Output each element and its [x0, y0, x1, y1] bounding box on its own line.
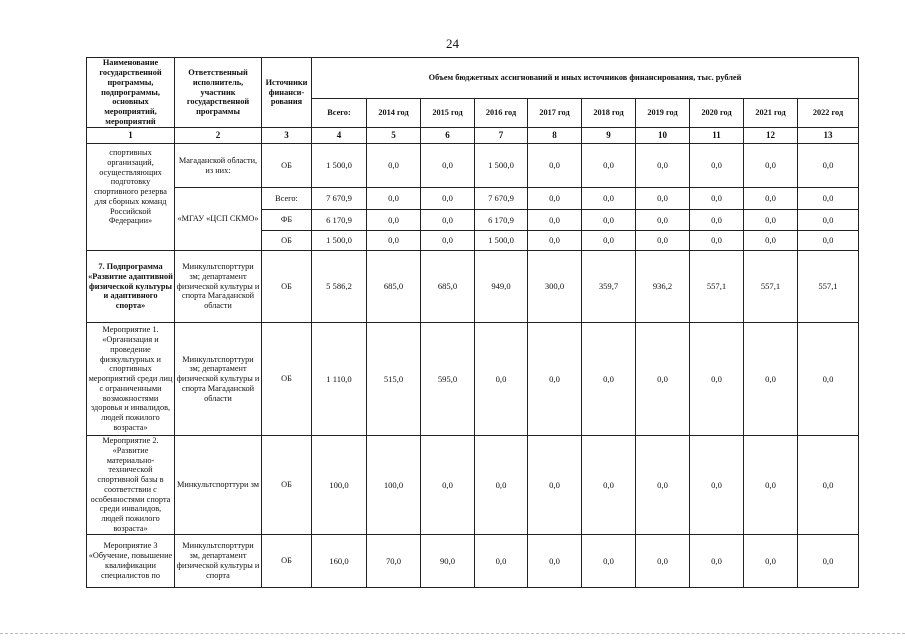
value-cell: 936,2 — [636, 251, 690, 323]
value-cell: 90,0 — [421, 534, 475, 587]
header-year: 2018 год — [582, 99, 636, 128]
value-cell: 300,0 — [528, 251, 582, 323]
value-cell: 100,0 — [312, 436, 367, 535]
value-cell: 557,1 — [690, 251, 744, 323]
row-exec: «МГАУ «ЦСП СКМО» — [175, 188, 262, 251]
value-cell: 0,0 — [690, 436, 744, 535]
value-cell: 0,0 — [421, 144, 475, 188]
value-cell: 0,0 — [798, 534, 859, 587]
row-source: ОБ — [262, 144, 312, 188]
header-name-col: Наименование государственной программы, подпрограммы, основных мероприятий, мероприятий — [87, 58, 175, 128]
value-cell: 5 586,2 — [312, 251, 367, 323]
value-cell: 0,0 — [744, 188, 798, 210]
value-cell: 0,0 — [582, 188, 636, 210]
value-cell: 0,0 — [367, 210, 421, 231]
value-cell: 0,0 — [636, 323, 690, 436]
row-name: спортивных организаций, осуществляющих подготовку спортивного резерва для сборных команд Российской Федерации» — [87, 144, 175, 251]
header-year: 2019 год — [636, 99, 690, 128]
value-cell: 0,0 — [582, 534, 636, 587]
value-cell: 160,0 — [312, 534, 367, 587]
header-year: 2022 год — [798, 99, 859, 128]
value-cell: 359,7 — [582, 251, 636, 323]
value-cell: 0,0 — [798, 231, 859, 251]
value-cell: 0,0 — [582, 323, 636, 436]
row-source: ОБ — [262, 534, 312, 587]
value-cell: 0,0 — [798, 436, 859, 535]
value-cell: 0,0 — [528, 436, 582, 535]
column-number: 11 — [690, 128, 744, 144]
value-cell: 0,0 — [528, 210, 582, 231]
header-year: 2020 год — [690, 99, 744, 128]
value-cell: 0,0 — [475, 323, 528, 436]
column-number: 5 — [367, 128, 421, 144]
value-cell: 7 670,9 — [312, 188, 367, 210]
value-cell: 595,0 — [421, 323, 475, 436]
value-cell: 0,0 — [690, 144, 744, 188]
value-cell: 0,0 — [798, 210, 859, 231]
value-cell: 7 670,9 — [475, 188, 528, 210]
table-row — [87, 323, 859, 436]
row-source: ФБ — [262, 210, 312, 231]
value-cell: 1 110,0 — [312, 323, 367, 436]
row-source: ОБ — [262, 251, 312, 323]
column-number: 3 — [262, 128, 312, 144]
column-number: 6 — [421, 128, 475, 144]
value-cell: 0,0 — [421, 188, 475, 210]
value-cell: 515,0 — [367, 323, 421, 436]
header-volume-title: Объем бюджетных ассигнований и иных источников финансирования, тыс. рублей — [312, 58, 859, 99]
header-exec-col: Ответственный исполнитель, участник государственной программы — [175, 58, 262, 128]
value-cell: 0,0 — [744, 436, 798, 535]
value-cell: 0,0 — [421, 436, 475, 535]
value-cell: 6 170,9 — [475, 210, 528, 231]
column-number: 12 — [744, 128, 798, 144]
value-cell: 0,0 — [636, 231, 690, 251]
value-cell: 0,0 — [582, 210, 636, 231]
page-edge-rule — [0, 633, 905, 634]
value-cell: 0,0 — [690, 188, 744, 210]
column-number: 2 — [175, 128, 262, 144]
value-cell: 0,0 — [582, 231, 636, 251]
value-cell: 0,0 — [744, 231, 798, 251]
header-year: 2014 год — [367, 99, 421, 128]
value-cell: 0,0 — [528, 534, 582, 587]
value-cell: 0,0 — [582, 144, 636, 188]
row-name: 7. Подпрограмма «Развитие адаптивной физической культуры и адаптивного спорта» — [87, 251, 175, 323]
column-number: 1 — [87, 128, 175, 144]
header-year: 2016 год — [475, 99, 528, 128]
page-number: 24 — [446, 36, 459, 51]
value-cell: 0,0 — [636, 436, 690, 535]
value-cell: 0,0 — [744, 210, 798, 231]
value-cell: 6 170,9 — [312, 210, 367, 231]
row-source: ОБ — [262, 436, 312, 535]
header-total: Всего: — [312, 99, 367, 128]
value-cell: 1 500,0 — [312, 231, 367, 251]
value-cell: 557,1 — [744, 251, 798, 323]
value-cell: 0,0 — [475, 534, 528, 587]
budget-table — [86, 57, 859, 588]
table-row — [87, 144, 859, 188]
row-exec: Минкультспорттури зм, департамент физической культуры и спорта — [175, 534, 262, 587]
value-cell: 1 500,0 — [312, 144, 367, 188]
row-exec: Магаданской области, из них: — [175, 144, 262, 188]
value-cell: 0,0 — [744, 144, 798, 188]
row-name: Мероприятие 2. «Развитие материально-технической спортивной базы в соответствии с особенностями спорта среди инвалидов, людей пожилого возраста» — [87, 436, 175, 535]
value-cell: 949,0 — [475, 251, 528, 323]
table-row — [87, 436, 859, 535]
value-cell: 0,0 — [690, 534, 744, 587]
row-exec: Минкультспорттури зм; департамент физической культуры и спорта Магаданской области — [175, 251, 262, 323]
row-source: ОБ — [262, 231, 312, 251]
column-number: 4 — [312, 128, 367, 144]
value-cell: 0,0 — [367, 231, 421, 251]
column-numbers-row — [87, 128, 859, 144]
value-cell: 0,0 — [475, 436, 528, 535]
value-cell: 0,0 — [636, 144, 690, 188]
value-cell: 0,0 — [798, 323, 859, 436]
value-cell: 0,0 — [690, 231, 744, 251]
row-source: Всего: — [262, 188, 312, 210]
value-cell: 0,0 — [582, 436, 636, 535]
column-number: 9 — [582, 128, 636, 144]
value-cell: 0,0 — [528, 144, 582, 188]
value-cell: 0,0 — [367, 144, 421, 188]
value-cell: 0,0 — [528, 188, 582, 210]
value-cell: 0,0 — [421, 210, 475, 231]
column-number: 10 — [636, 128, 690, 144]
value-cell: 0,0 — [421, 231, 475, 251]
value-cell: 557,1 — [798, 251, 859, 323]
row-name: Мероприятие 1. «Организация и проведение физкультурных и спортивных мероприятий среди лиц с ограниченными возможностями здоровья и инвалидов, людей пожилого возраста» — [87, 323, 175, 436]
value-cell: 0,0 — [636, 188, 690, 210]
value-cell: 0,0 — [367, 188, 421, 210]
column-number: 8 — [528, 128, 582, 144]
row-source: ОБ — [262, 323, 312, 436]
column-number: 7 — [475, 128, 528, 144]
value-cell: 0,0 — [636, 210, 690, 231]
value-cell: 0,0 — [744, 534, 798, 587]
value-cell: 0,0 — [798, 144, 859, 188]
row-exec: Минкультспорттури зм; департамент физической культуры и спорта Магаданской области — [175, 323, 262, 436]
header-year: 2021 год — [744, 99, 798, 128]
value-cell: 100,0 — [367, 436, 421, 535]
value-cell: 685,0 — [421, 251, 475, 323]
header-source-col: Источники финанси-рования — [262, 58, 312, 128]
value-cell: 0,0 — [636, 534, 690, 587]
value-cell: 1 500,0 — [475, 231, 528, 251]
column-number: 13 — [798, 128, 859, 144]
row-name: Мероприятие 3 «Обучение, повышение квалификации специалистов по — [87, 534, 175, 587]
value-cell: 0,0 — [690, 323, 744, 436]
value-cell: 0,0 — [798, 188, 859, 210]
header-year: 2017 год — [528, 99, 582, 128]
value-cell: 1 500,0 — [475, 144, 528, 188]
table-row — [87, 534, 859, 587]
value-cell: 0,0 — [528, 231, 582, 251]
table-row — [87, 188, 859, 210]
table-row — [87, 251, 859, 323]
row-exec: Минкультспорттури зм — [175, 436, 262, 535]
value-cell: 0,0 — [528, 323, 582, 436]
value-cell: 685,0 — [367, 251, 421, 323]
value-cell: 0,0 — [690, 210, 744, 231]
header-year: 2015 год — [421, 99, 475, 128]
value-cell: 70,0 — [367, 534, 421, 587]
value-cell: 0,0 — [744, 323, 798, 436]
